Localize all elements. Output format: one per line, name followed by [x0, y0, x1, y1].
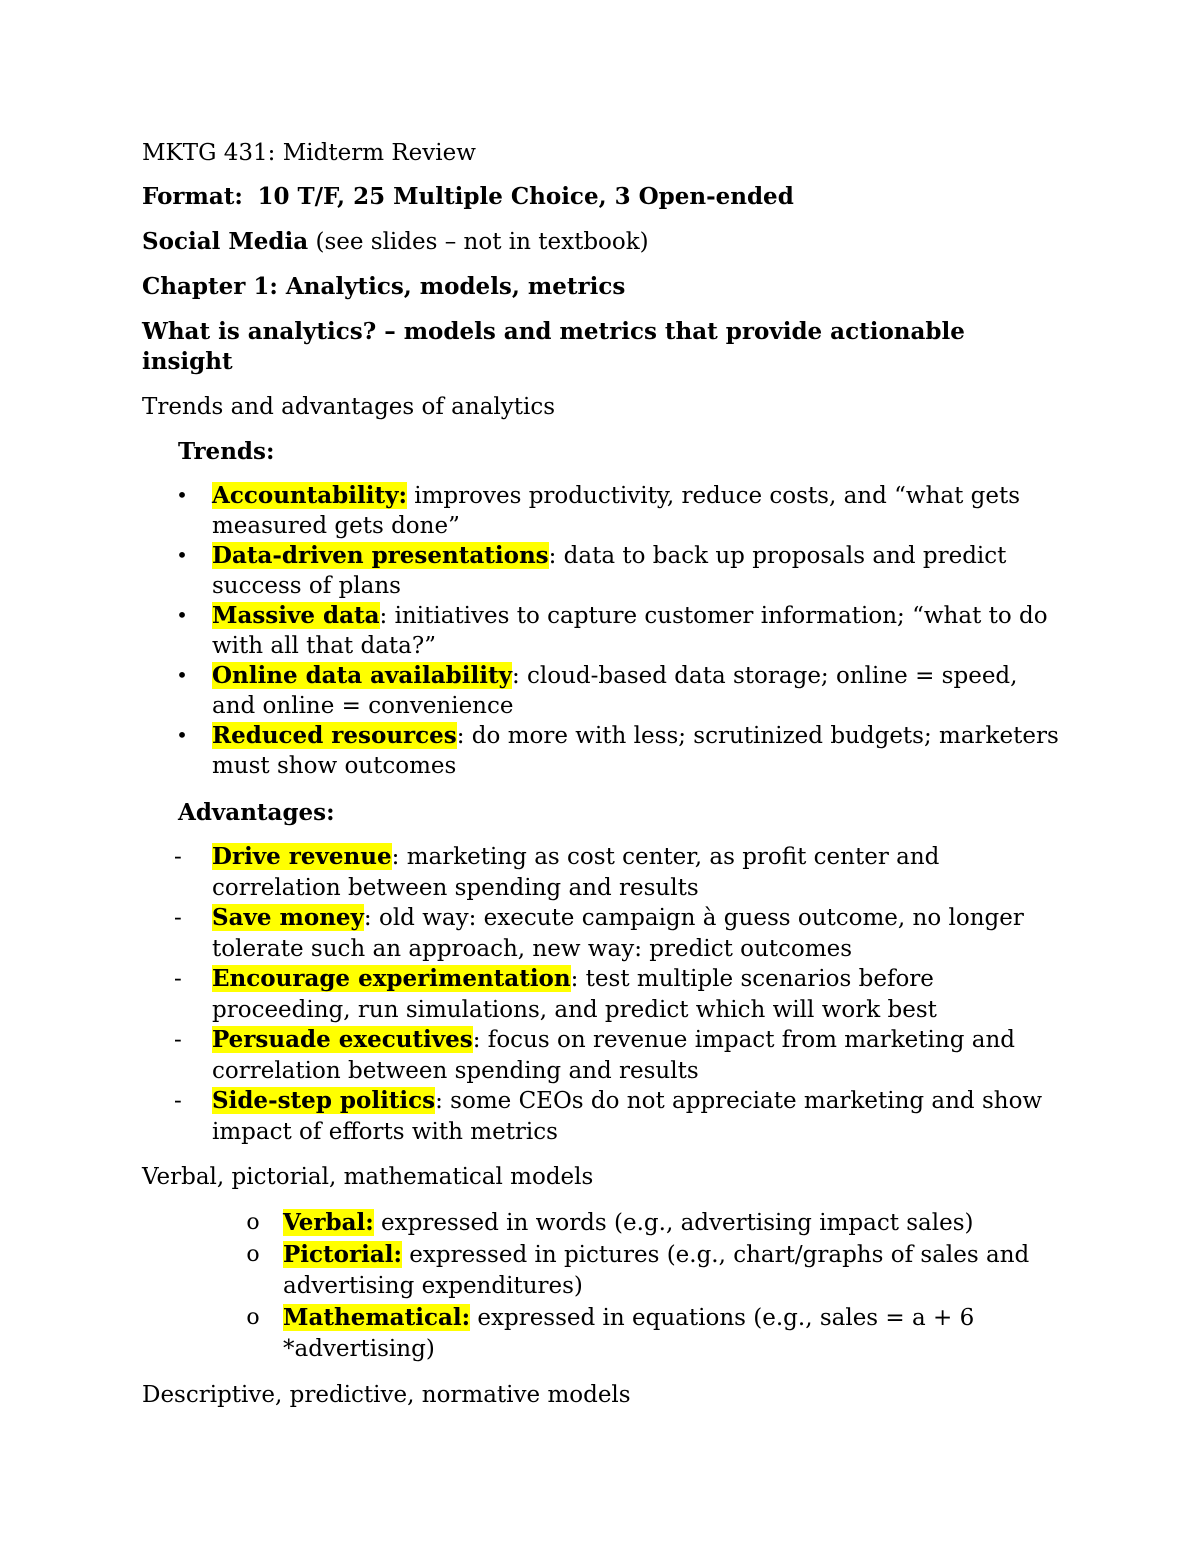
- models-list: [142, 1207, 1062, 1365]
- social-media-label: Social Media: [142, 228, 309, 255]
- model-term: Mathematical:: [283, 1304, 471, 1331]
- document-page: [142, 138, 1062, 1425]
- bullet-icon: •: [176, 603, 188, 627]
- model-term: Pictorial:: [283, 1241, 402, 1268]
- model-text: expressed in pictures (e.g., chart/graphs of sales and advertising expenditures): [283, 1242, 1030, 1299]
- advantage-item-side-step-politics: [142, 1086, 1062, 1147]
- trend-item-online-data: [142, 661, 1062, 721]
- advantage-item-persuade-executives: [142, 1025, 1062, 1086]
- trend-term: Reduced resources: [212, 722, 457, 749]
- trend-text: : do more with less; scrutinized budgets; marketers must show outcomes: [212, 723, 1059, 779]
- advantages-heading: Advantages:: [178, 799, 335, 826]
- trend-term: Accountability:: [212, 482, 407, 509]
- model-item-mathematical: [142, 1302, 1062, 1365]
- what-is-analytics-heading: What is analytics? – models and metrics that provide actionable insight: [142, 318, 965, 375]
- chapter-heading: Chapter 1: Analytics, models, metrics: [142, 273, 626, 300]
- trend-text: improves productivity, reduce costs, and “what gets measured gets done”: [212, 483, 1021, 539]
- advantage-item-encourage-experimentation: [142, 964, 1062, 1025]
- document-title: MKTG 431: Midterm Review: [142, 140, 476, 166]
- advantage-text: : old way: execute campaign à guess outcome, no longer tolerate such an approach, new way: predict outcomes: [212, 905, 1024, 962]
- model-item-pictorial: [142, 1239, 1062, 1302]
- circle-bullet-icon: o: [246, 1305, 260, 1330]
- trend-text: : initiatives to capture customer information; “what to do with all that data?”: [212, 603, 1048, 659]
- circle-bullet-icon: o: [246, 1210, 260, 1235]
- bullet-icon: •: [176, 723, 188, 747]
- advantage-term: Persuade executives: [212, 1026, 473, 1053]
- trends-heading: Trends:: [178, 438, 275, 465]
- trends-list: [142, 481, 1062, 781]
- bullet-icon: •: [176, 543, 188, 567]
- trend-text: : data to back up proposals and predict success of plans: [212, 543, 1007, 599]
- advantage-term: Side-step politics: [212, 1087, 436, 1114]
- model-text: expressed in words (e.g., advertising impact sales): [373, 1210, 974, 1236]
- social-media-note: (see slides – not in textbook): [308, 229, 649, 255]
- dash-icon: -: [174, 1088, 182, 1114]
- social-media-line: [142, 227, 1062, 257]
- trend-term: Online data availability: [212, 662, 512, 689]
- format-label: Format:: [142, 183, 243, 210]
- trend-item-reduced-resources: [142, 721, 1062, 781]
- trends-advantages-heading: Trends and advantages of analytics: [142, 394, 556, 420]
- trend-term: Massive data: [212, 602, 380, 629]
- trend-text: : cloud-based data storage; online = speed, and online = convenience: [212, 663, 1018, 719]
- advantage-text: : marketing as cost center, as profit center and correlation between spending and results: [212, 844, 940, 901]
- model-term: Verbal:: [283, 1209, 374, 1236]
- advantage-term: Save money: [212, 904, 364, 931]
- models-heading: Verbal, pictorial, mathematical models: [142, 1164, 594, 1190]
- format-line: [142, 182, 1062, 212]
- advantage-item-drive-revenue: [142, 842, 1062, 903]
- advantage-term: Drive revenue: [212, 843, 392, 870]
- circle-bullet-icon: o: [246, 1242, 260, 1267]
- dash-icon: -: [174, 1027, 182, 1053]
- model-text: expressed in equations (e.g., sales = a + 6 *advertising): [283, 1305, 975, 1362]
- format-text: 10 T/F, 25 Multiple Choice, 3 Open-ended: [257, 183, 794, 210]
- trend-item-data-driven: [142, 541, 1062, 601]
- bullet-icon: •: [176, 663, 188, 687]
- model-item-verbal: [142, 1207, 1062, 1239]
- dash-icon: -: [174, 844, 182, 870]
- trend-item-massive-data: [142, 601, 1062, 661]
- trend-term: Data-driven presentations: [212, 542, 549, 569]
- advantage-text: : test multiple scenarios before proceeding, run simulations, and predict which will work best: [212, 966, 937, 1023]
- advantage-term: Encourage experimentation: [212, 965, 571, 992]
- advantages-list: [142, 842, 1062, 1147]
- descriptive-models-heading: Descriptive, predictive, normative models: [142, 1382, 631, 1408]
- dash-icon: -: [174, 966, 182, 992]
- advantage-item-save-money: [142, 903, 1062, 964]
- bullet-icon: •: [176, 483, 188, 507]
- trend-item-accountability: [142, 481, 1062, 541]
- dash-icon: -: [174, 905, 182, 931]
- advantage-text: : some CEOs do not appreciate marketing and show impact of efforts with metrics: [212, 1088, 1043, 1145]
- advantage-text: : focus on revenue impact from marketing and correlation between spending and results: [212, 1027, 1015, 1084]
